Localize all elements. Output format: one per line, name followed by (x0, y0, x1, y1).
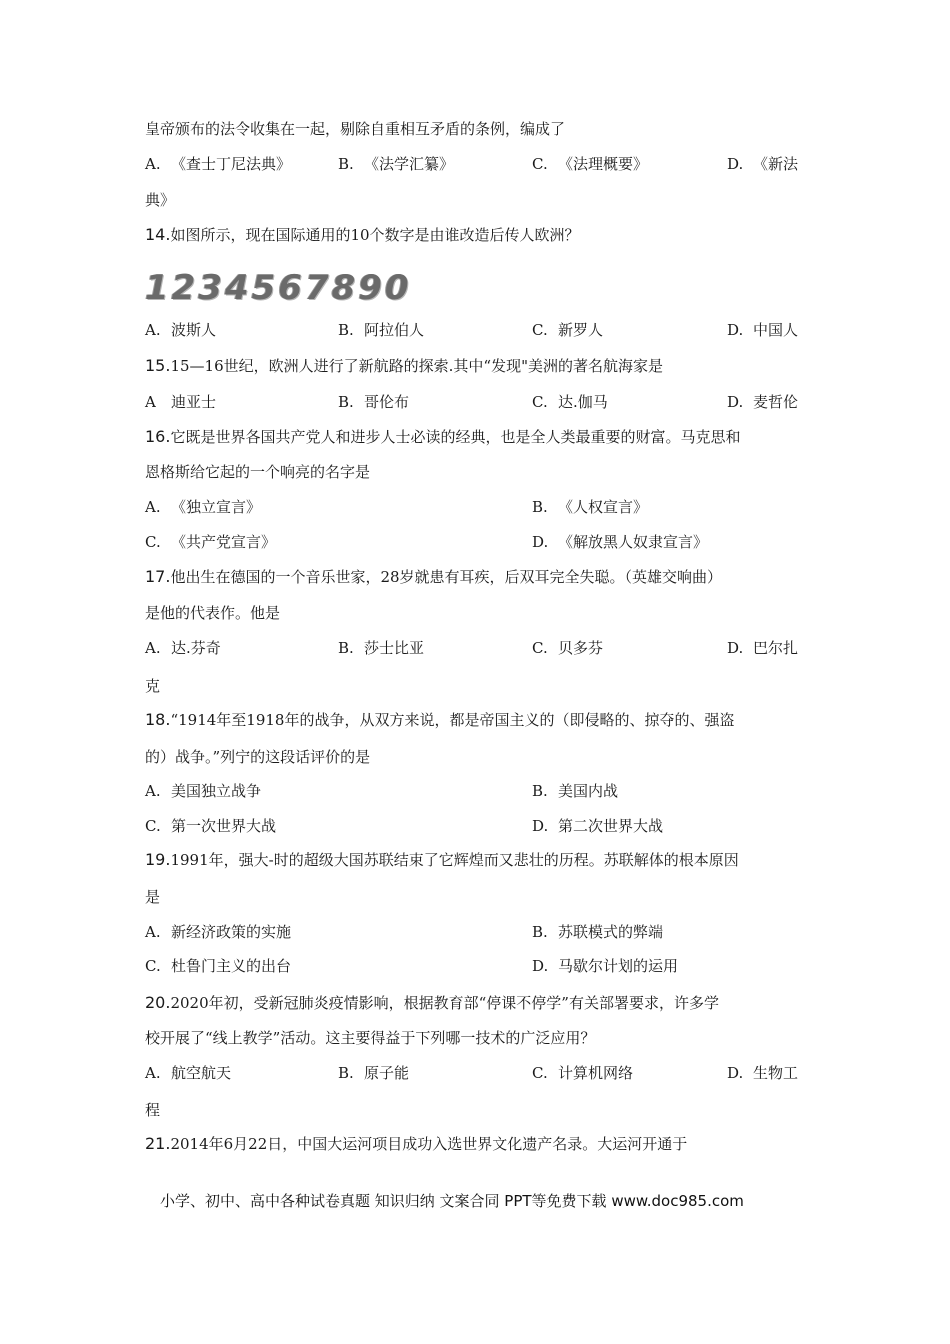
q14-option-b: B. 阿拉伯人 (338, 321, 425, 339)
q14-digits-figure: 1234567890 (145, 268, 412, 308)
q17-option-b: B. 莎士比亚 (338, 639, 425, 657)
q16-option-d: D. 《解放黑人奴隶宣言》 (532, 533, 709, 551)
q21-stem: 21.2014年6月22日，中国大运河项目成功入选世界文化遗产名录。大运河开通于 (145, 1134, 688, 1153)
q14-stem: 14.如图所示，现在国际通用的10个数字是由谁改造后传人欧洲？ (145, 225, 580, 244)
q20-option-a: A. 航空航天 (145, 1064, 232, 1082)
q20-stem-line2: 校开展了“线上教学”活动。这主要得益于下列哪一技术的广泛应用？ (145, 1029, 596, 1047)
q18-option-a: A. 美国独立战争 (145, 782, 262, 800)
q13-option-d: D. 《新法 (727, 155, 799, 173)
q16-number: 16. (145, 427, 171, 446)
q14-option-a: A. 波斯人 (145, 321, 217, 339)
q17-option-d-wrap: 克 (145, 677, 161, 695)
q17-option-c: C. 贝多芬 (532, 639, 604, 657)
q19-number: 19. (145, 850, 171, 869)
q19-option-a: A. 新经济政策的实施 (145, 923, 292, 941)
q21-number: 21. (145, 1134, 171, 1153)
q13-stem-tail: 皇帝颁布的法令收集在一起，剔除自重相互矛盾的条例，编成了 (145, 120, 566, 138)
q18-option-d: D. 第二次世界大战 (532, 817, 664, 835)
q19-option-c: C. 杜鲁门主义的出台 (145, 957, 292, 975)
q20-option-d: D. 生物工 (727, 1064, 799, 1082)
q17-stem-line1: 17.他出生在德国的一个音乐世家，28岁就患有耳疾，后双耳完全失聪。（英雄交响曲） (145, 567, 723, 586)
q19-stem-line1: 19.1991年，强大-时的超级大国苏联结束了它辉煌而又悲壮的历程。苏联解体的根本原因 (145, 850, 739, 869)
q18-stem-line2: 的）战争。”列宁的这段话评价的是 (145, 748, 371, 766)
q17-option-d: D. 巴尔扎 (727, 639, 799, 657)
q16-stem-line2: 恩格斯给它起的一个响亮的名字是 (145, 463, 371, 481)
q16-option-a: A. 《独立宣言》 (145, 498, 262, 516)
q17-number: 17. (145, 567, 171, 586)
q20-number: 20. (145, 993, 171, 1012)
q13-option-b: B. 《法学汇纂》 (338, 155, 455, 173)
q15-option-b: B. 哥伦布 (338, 393, 410, 411)
q15-option-d: D. 麦哲伦 (727, 393, 799, 411)
q18-option-b: B. 美国内战 (532, 782, 619, 800)
q20-option-c: C. 计算机网络 (532, 1064, 634, 1082)
q18-number: 18. (145, 710, 171, 729)
page-footer: 小学、初中、高中各种试卷真题 知识归纳 文案合同 PPT等免费下载 www.doc985.com (160, 1192, 744, 1210)
q16-option-b: B. 《人权宣言》 (532, 498, 649, 516)
q16-stem-line1: 16.它既是世界各国共产党人和进步人士必读的经典，也是全人类最重要的财富。马克思和 (145, 427, 741, 446)
q19-stem-line2: 是 (145, 888, 161, 906)
q13-option-d-wrap: 典》 (145, 191, 176, 209)
q18-stem-line1: 18.“1914年至1918年的战争，从双方来说，都是帝国主义的（即侵略的、掠夺的、强盗 (145, 710, 735, 729)
q15-option-a: A 迪亚士 (145, 393, 217, 411)
q15-number: 15. (145, 356, 171, 375)
q18-option-c: C. 第一次世界大战 (145, 817, 277, 835)
q16-option-c: C. 《共产党宣言》 (145, 533, 277, 551)
q14-number: 14. (145, 225, 171, 244)
q14-option-c: C. 新罗人 (532, 321, 604, 339)
q19-option-d: D. 马歇尔计划的运用 (532, 957, 679, 975)
q20-option-b: B. 原子能 (338, 1064, 410, 1082)
q20-stem-line1: 20.2020年初，受新冠肺炎疫情影响，根据教育部“停课不停学”有关部署要求，许多学 (145, 993, 719, 1012)
q13-option-c: C. 《法理概要》 (532, 155, 649, 173)
q17-option-a: A. 达.芬奇 (145, 639, 221, 657)
q13-option-a: A. 《查士丁尼法典》 (145, 155, 292, 173)
q15-option-c: C. 达.伽马 (532, 393, 608, 411)
q17-stem-line2: 是他的代表作。他是 (145, 604, 281, 622)
q20-option-d-wrap: 程 (145, 1101, 161, 1119)
q15-stem: 15.15—16世纪，欧洲人进行了新航路的探索.其中“发现"美洲的著名航海家是 (145, 356, 663, 375)
q14-option-d: D. 中国人 (727, 321, 799, 339)
q19-option-b: B. 苏联模式的弊端 (532, 923, 664, 941)
